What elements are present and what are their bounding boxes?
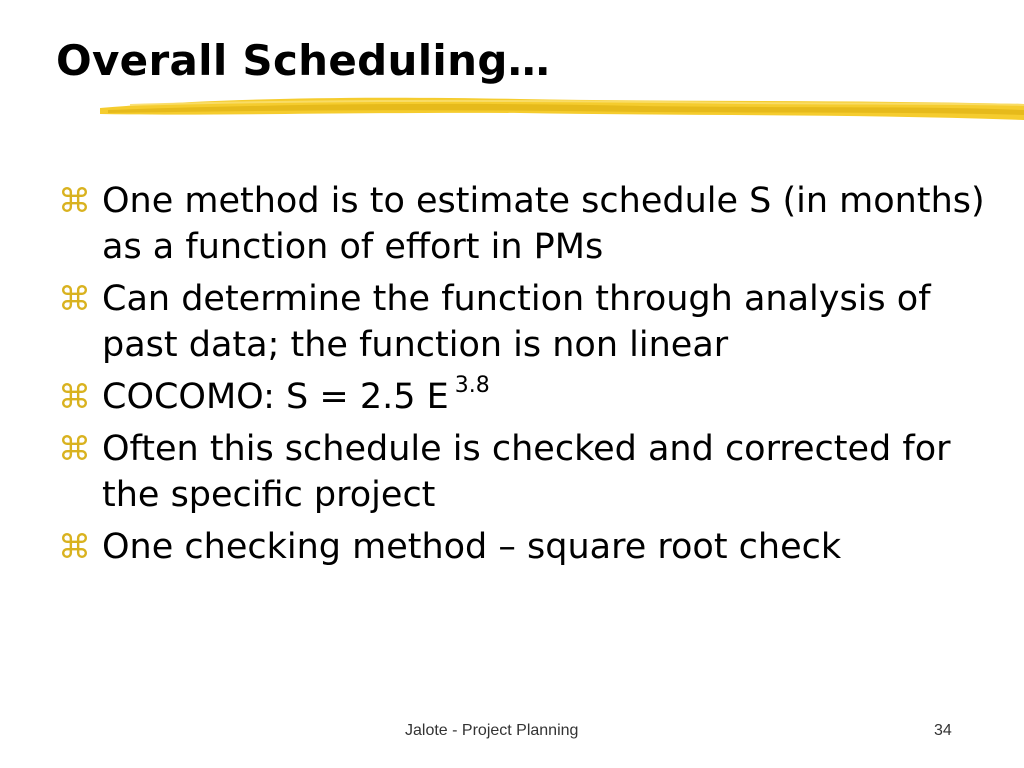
slide-title: Overall Scheduling…: [56, 36, 550, 85]
bullet-list: [58, 178, 998, 576]
bullet-text: One checking method – square root check: [102, 527, 842, 567]
command-key-icon: ⌘: [58, 429, 91, 468]
command-key-icon: ⌘: [58, 279, 91, 318]
footer-text: Jalote - Project Planning: [405, 722, 579, 739]
bullet-text: Often this schedule is checked and corrected for the specific project: [102, 429, 951, 515]
bullet-text: COCOMO: S = 2.5 E: [102, 377, 449, 417]
bullet-item: [58, 426, 998, 518]
command-key-icon: ⌘: [58, 377, 91, 416]
exponent: 3.8: [454, 373, 490, 398]
bullet-item: [58, 524, 998, 570]
bullet-item: [58, 178, 998, 270]
command-key-icon: ⌘: [58, 181, 91, 220]
bullet-text: One method is to estimate schedule S (in months) as a function of effort in PMs: [102, 181, 985, 267]
title-brush-underline: [100, 86, 1024, 126]
command-key-icon: ⌘: [58, 527, 91, 566]
bullet-text: Can determine the function through analysis of past data; the function is non linear: [102, 279, 931, 365]
bullet-item: [58, 374, 998, 420]
bullet-item: [58, 276, 998, 368]
page-number: 34: [934, 722, 952, 739]
